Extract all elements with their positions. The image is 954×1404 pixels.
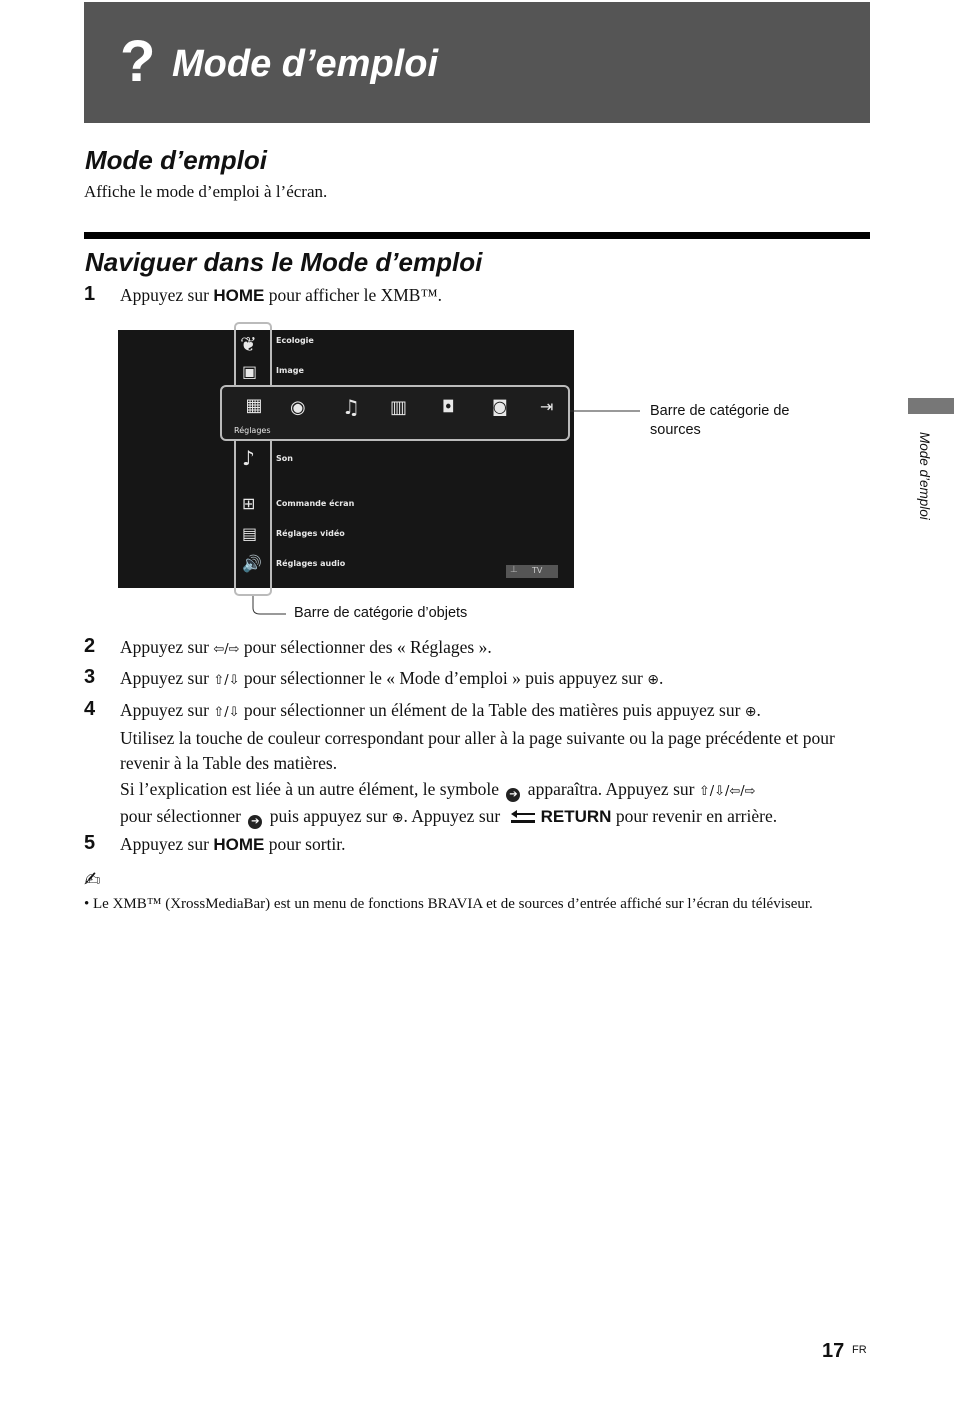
section-heading-naviguer: Naviguer dans le Mode d’emploi bbox=[85, 247, 483, 277]
enter-button-icon: ⊕ bbox=[391, 810, 404, 826]
pencil-hint-icon: ✍ bbox=[84, 867, 101, 891]
status-label: TV bbox=[532, 566, 543, 575]
up-down-arrows-icon: ⇧/⇩ bbox=[213, 705, 240, 720]
section-description: Affiche le mode d’emploi à l’écran. bbox=[84, 182, 328, 201]
step-number: 1 bbox=[84, 283, 96, 305]
left-right-arrows-icon: ⇦/⇨ bbox=[213, 642, 240, 657]
side-tab-label: Mode d’emploi bbox=[917, 432, 932, 520]
speaker-icon: 🔊 bbox=[242, 554, 262, 573]
music-note-icon: ♫ bbox=[342, 395, 360, 419]
toolbox-icon: ▦ bbox=[245, 395, 263, 416]
film-icon: ▥ bbox=[390, 397, 408, 418]
camera-icon: ◉ bbox=[290, 397, 306, 418]
note-text: • Le XMB™ (XrossMediaBar) est un menu de fonctions BRAVIA et de sources d’entrée affiché sur l’écran du téléviseur. bbox=[84, 896, 813, 912]
callout-sources: Barre de catégorie de sources bbox=[650, 403, 790, 438]
link-arrow-icon: ➔ bbox=[506, 788, 520, 802]
step-1-text: Appuyez sur HOME pour afficher le XMB™. bbox=[120, 285, 442, 305]
step-2-text: Appuyez sur ⇦/⇨ pour sélectionner des « Réglages ». bbox=[120, 637, 492, 657]
menu-item-reglages-video: Réglages vidéo bbox=[276, 529, 345, 538]
menu-item-image: Image bbox=[276, 366, 304, 375]
return-key: RETURN bbox=[540, 807, 612, 826]
external-input-icon: ⇥ bbox=[540, 397, 554, 416]
step-number: 4 bbox=[84, 698, 96, 720]
enter-button-icon: ⊕ bbox=[647, 672, 659, 688]
section-heading-mode-emploi: Mode d’emploi bbox=[85, 145, 267, 175]
music-note-icon: ♪ bbox=[242, 446, 255, 470]
menu-item-ecologie: Ecologie bbox=[276, 336, 314, 345]
page-language-suffix: FR bbox=[852, 1344, 867, 1356]
step-5-text: Appuyez sur HOME pour sortir. bbox=[120, 834, 346, 854]
analog-tv-icon: ◙ bbox=[492, 397, 508, 416]
leaf-icon: ❦ bbox=[240, 332, 257, 356]
step-number: 2 bbox=[84, 635, 96, 657]
menu-item-commande-ecran: Commande écran bbox=[276, 499, 355, 508]
home-key: HOME bbox=[213, 286, 265, 305]
four-way-arrows-icon: ⇧/⇩/⇦/⇨ bbox=[698, 783, 756, 799]
chapter-title: Mode d’emploi bbox=[172, 43, 438, 85]
callout-objects: Barre de catégorie d’objets bbox=[294, 605, 468, 621]
menu-item-reglages-audio: Réglages audio bbox=[276, 559, 346, 568]
enter-button-icon: ⊕ bbox=[744, 704, 757, 720]
menu-item-son: Son bbox=[276, 454, 293, 463]
question-mark-icon: ? bbox=[120, 29, 156, 94]
home-key: HOME bbox=[213, 835, 265, 854]
side-tab-marker bbox=[908, 398, 954, 414]
step-4-text: Appuyez sur ⇧/⇩ pour sélectionner un élément de la Table des matières puis appuyez sur ⊕. Utilisez la touche de couleur correspondant pour aller à la page suivante ou la page précédente et pour revenir à la Table des matières. Si l’explication est liée à un autre élément, le symbole ➔ apparaîtra. Appuyez sur ⇧/⇩/⇦/⇨ pour sélectionner ➔ puis appuyez sur ⊕. Appuyez sur RETURN pour revenir en arrière. bbox=[120, 700, 835, 827]
screen-control-icon: ⊞ bbox=[242, 494, 256, 513]
step-number: 3 bbox=[84, 666, 96, 688]
video-settings-icon: ▤ bbox=[242, 524, 258, 543]
selected-category-label: Réglages bbox=[234, 426, 271, 435]
image-settings-icon: ▣ bbox=[242, 362, 258, 381]
step-number: 5 bbox=[84, 832, 96, 854]
link-arrow-icon: ➔ bbox=[248, 815, 262, 829]
digital-tv-icon: ◘ bbox=[442, 397, 455, 416]
antenna-icon: ⊥ bbox=[510, 565, 518, 575]
return-arrow-icon bbox=[509, 810, 537, 824]
up-down-arrows-icon: ⇧/⇩ bbox=[213, 673, 240, 688]
step-3-text: Appuyez sur ⇧/⇩ pour sélectionner le « Mode d’emploi » puis appuyez sur ⊕. bbox=[120, 668, 664, 688]
page-number: 17 bbox=[822, 1340, 845, 1362]
